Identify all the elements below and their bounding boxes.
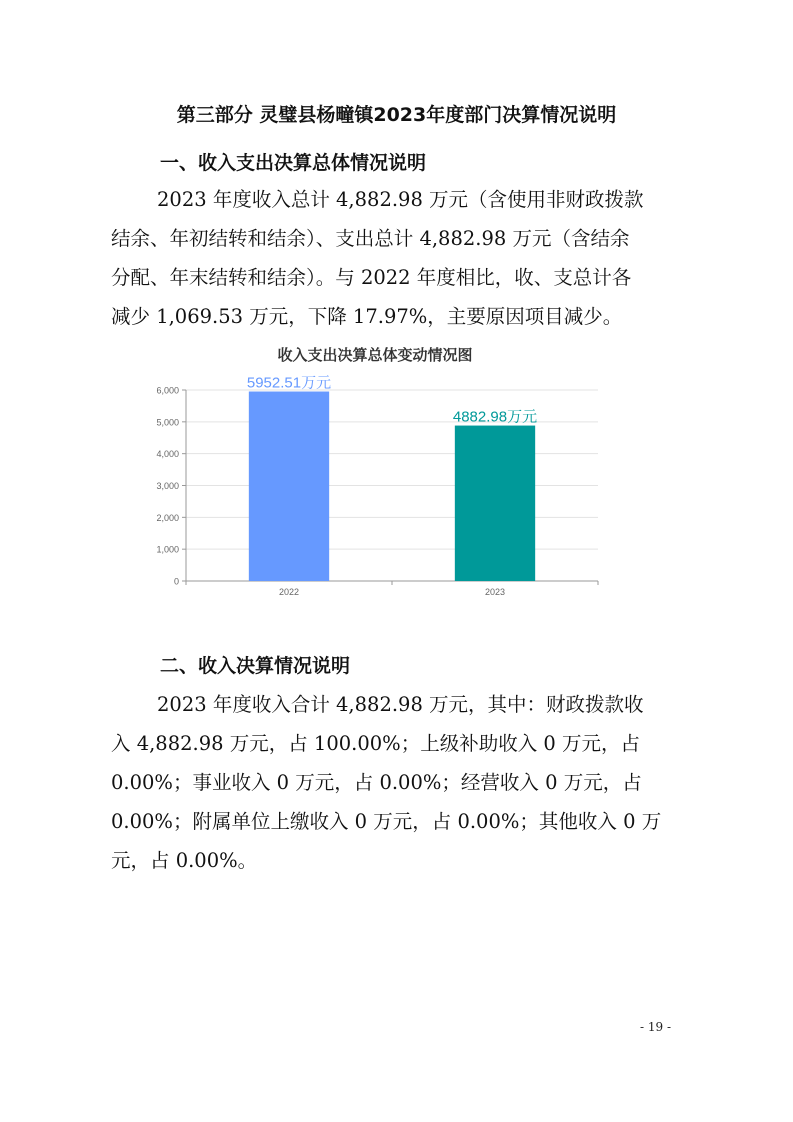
paragraph-line: 减少 1,069.53 万元，下降 17.97%，主要原因项目减少。 (111, 305, 623, 328)
chart-y-axis (156, 386, 186, 587)
x-tick-label: 2022 (278, 587, 300, 597)
paragraph-line: 2023 年度收入合计 4,882.98 万元，其中：财政拨款收 (157, 693, 644, 716)
chart-x-axis (186, 581, 598, 597)
y-tick-label: 3,000 (156, 481, 179, 491)
section-heading-2: 二、收入决算情况说明 (160, 655, 351, 677)
chart-bars (247, 375, 537, 581)
x-tick-label: 2023 (484, 587, 506, 597)
y-tick-label: 1,000 (156, 544, 179, 555)
y-tick-label: 4,000 (156, 449, 179, 460)
y-tick-label: 2,000 (156, 512, 179, 523)
paragraph-line: 元，占 0.00%。 (111, 849, 258, 872)
y-tick-label: 5,000 (156, 417, 179, 428)
y-tick-label: 0 (173, 576, 179, 587)
section-1-paragraph (111, 180, 685, 336)
section-heading-1: 一、收入支出决算总体情况说明 (160, 152, 427, 174)
page-number: - 19 - (640, 1020, 672, 1034)
paragraph-line: 2023 年度收入总计 4,882.98 万元（含使用非财政拨款 (157, 188, 644, 211)
income-expense-chart (140, 338, 610, 608)
bar-2022 (249, 392, 329, 581)
paragraph-line: 0.00%；事业收入 0 万元，占 0.00%；经营收入 0 万元，占 (111, 771, 642, 794)
y-tick-label: 6,000 (156, 385, 179, 396)
section-2-paragraph (111, 685, 685, 880)
chart-svg (140, 338, 610, 608)
paragraph-line: 入 4,882.98 万元，占 100.00%；上级补助收入 0 万元，占 (111, 732, 640, 755)
paragraph-line: 结余、年初结转和结余）、支出总计 4,882.98 万元（含结余 (111, 227, 630, 250)
bar-data-label: 4882.98万元 (452, 408, 538, 426)
paragraph-line: 0.00%；附属单位上缴收入 0 万元，占 0.00%；其他收入 0 万 (111, 810, 662, 833)
paragraph-line: 分配、年末结转和结余）。与 2022 年度相比，收、支总计各 (111, 266, 632, 289)
chart-title: 收入支出决算总体变动情况图 (277, 347, 473, 364)
document-title: 第三部分 灵璧县杨疃镇2023年度部门决算情况说明 (176, 104, 617, 126)
bar-data-label: 5952.51万元 (246, 374, 332, 392)
bar-2023 (455, 426, 535, 581)
